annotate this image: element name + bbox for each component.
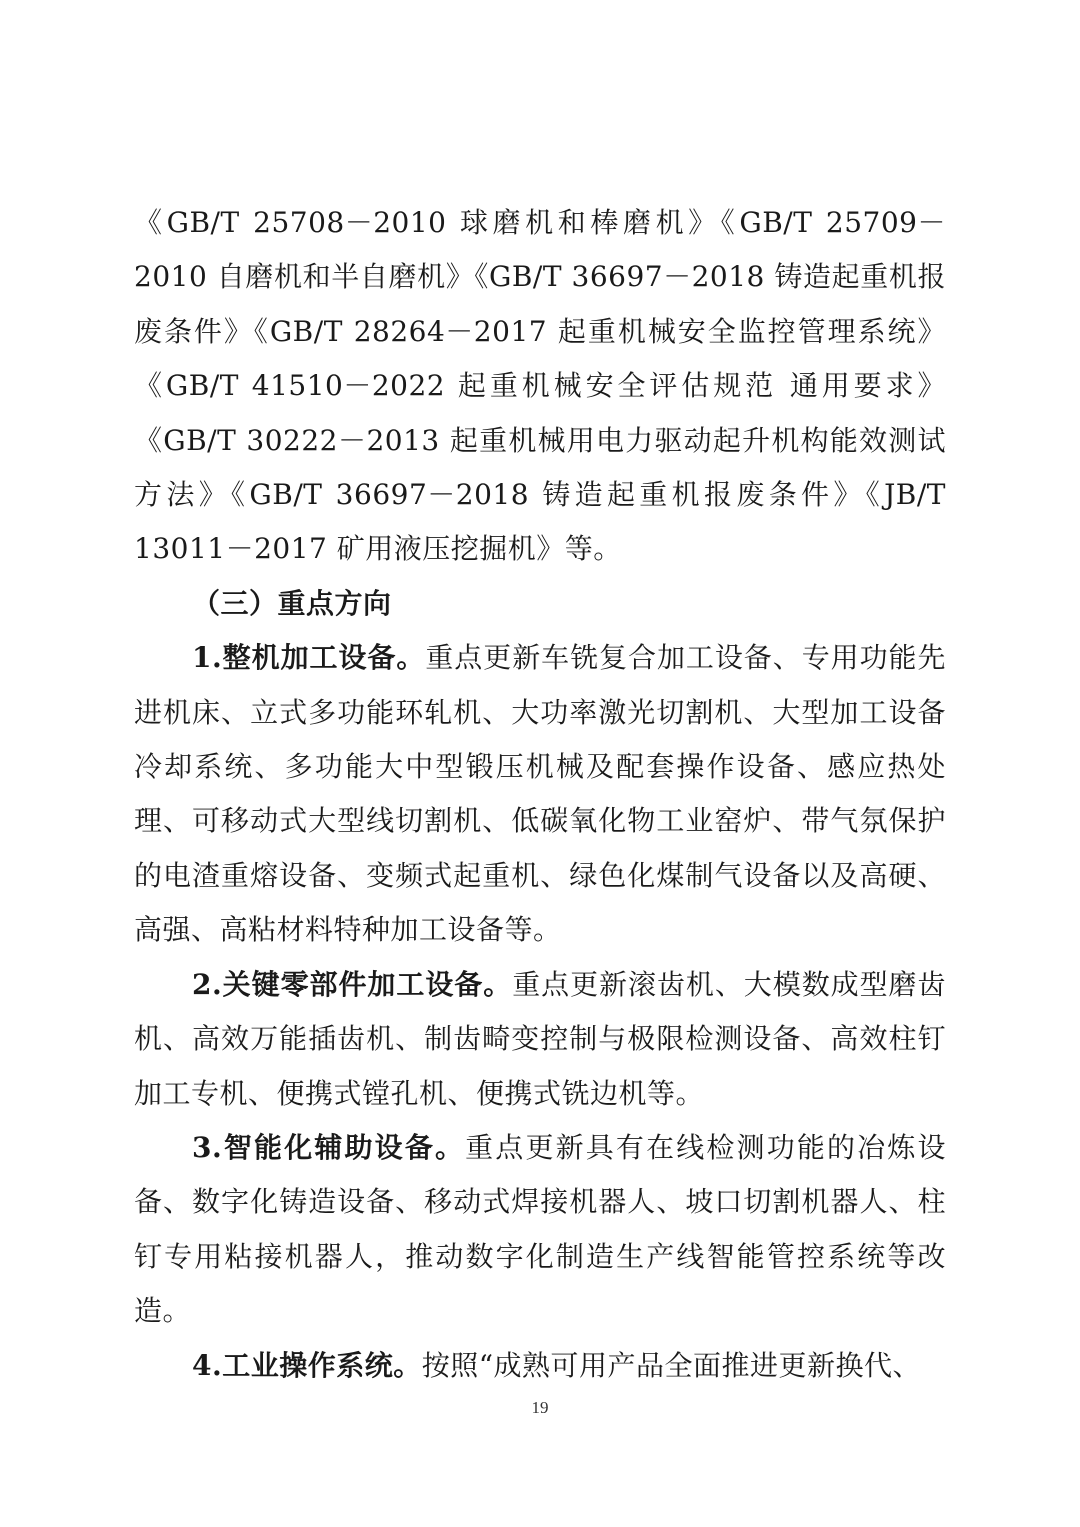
- page-number: 19: [531, 1398, 549, 1417]
- list-item: [134, 958, 946, 1121]
- item-body: 重点更新具有在线检测功能的冶炼设备、数字化铸造设备、移动式焊接机器人、坡口切割机器人、柱钉专用粘接机器人，推动数字化制造生产线智能管控系统等改造。: [134, 1130, 946, 1328]
- page-body: [134, 196, 946, 1393]
- item-lead: 4.工业操作系统。: [192, 1348, 422, 1382]
- item-body: 按照“成熟可用产品全面推进更新换代、: [421, 1348, 922, 1382]
- item-lead: 1.整机加工设备。: [192, 641, 426, 675]
- item-lead: 3.智能化辅助设备。: [192, 1130, 466, 1164]
- continuation-paragraph: 《GB/T 25708－2010 球磨机和棒磨机》《GB/T 25709－2010 自磨机和半自磨机》《GB/T 36697－2018 铸造起重机报废条件》《GB/T 28264－2017 起重机械安全监控管理系统》《GB/T 41510－2022 起重机械安全评估规范 通用要求》《GB/T 30222－2013 起重机械用电力驱动起升机构能效测试方法》《GB/T 36697－2018 铸造起重机报废条件》《JB/T 13011－2017 矿用液压挖掘机》等。: [134, 206, 946, 566]
- list-item: [134, 631, 946, 957]
- item-lead: 2.关键零部件加工设备。: [192, 967, 513, 1001]
- item-body: 重点更新滚齿机、大模数成型磨齿机、高效万能插齿机、制齿畸变控制与极限检测设备、高效柱钉加工专机、便携式镗孔机、便携式铣边机等。: [134, 967, 946, 1110]
- section-heading: （三）重点方向: [192, 586, 392, 620]
- item-body: 重点更新车铣复合加工设备、专用功能先进机床、立式多功能环轧机、大功率激光切割机、大型加工设备冷却系统、多功能大中型锻压机械及配套操作设备、感应热处理、可移动式大型线切割机、低碳氧化物工业窑炉、带气氛保护的电渣重熔设备、变频式起重机、绿色化煤制气设备以及高硬、高强、高粘材料特种加工设备等。: [134, 641, 946, 947]
- list-item: [134, 1339, 946, 1393]
- list-item: [134, 1121, 946, 1339]
